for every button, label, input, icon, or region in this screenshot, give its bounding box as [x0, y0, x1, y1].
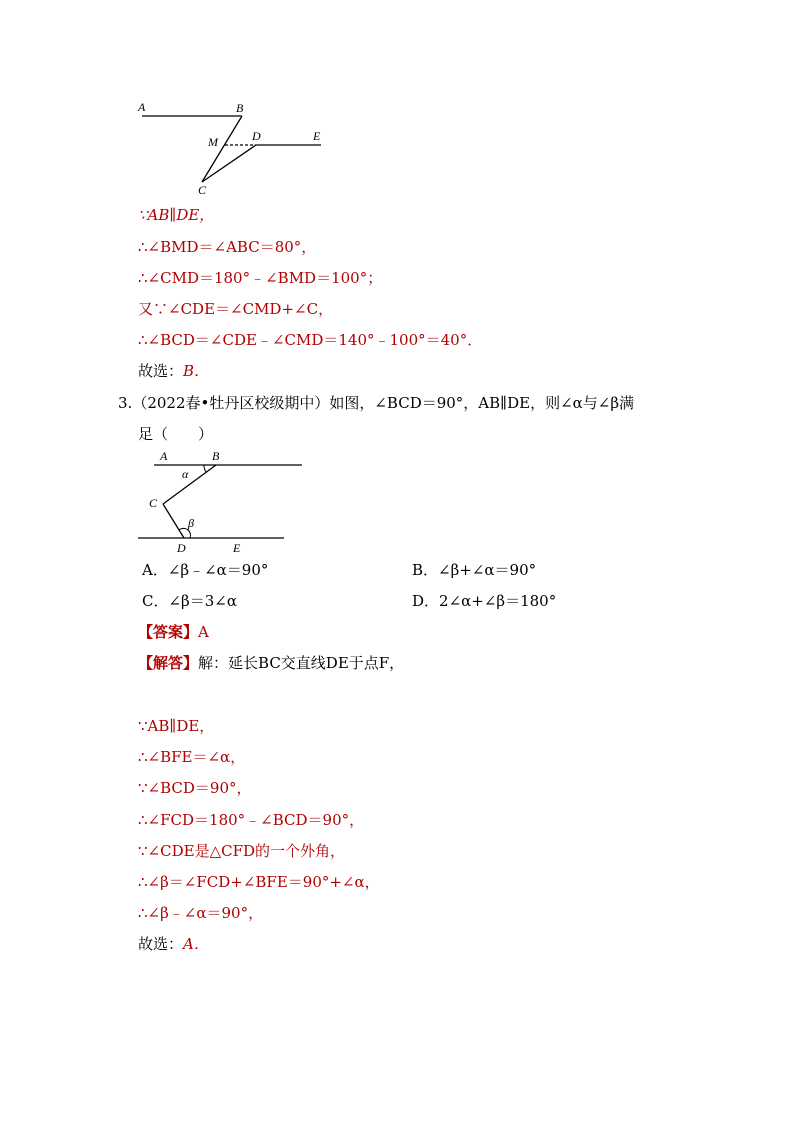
- analysis-choice: [138, 934, 209, 954]
- analysis-line-7: ∴∠β﹣∠α＝90°，: [138, 904, 264, 922]
- solution1-line-2: ∴∠BMD＝∠ABC＝80°，: [138, 238, 317, 256]
- option-b: B．∠β+∠α＝90°: [412, 561, 537, 579]
- solution1-line-1: ∵AB∥DE，: [138, 206, 215, 224]
- answer-line: [138, 622, 209, 642]
- figure-1: [130, 96, 330, 200]
- analysis-intro: 解：延长BC交直线DE于点F，: [198, 654, 405, 672]
- question-3-stem-2: 足（ ）: [138, 425, 214, 443]
- fig2-label-b: B: [212, 449, 220, 463]
- analysis-line-2: ∴∠BFE＝∠α，: [138, 748, 246, 766]
- analysis-label: 【解答】: [138, 654, 199, 672]
- fig2-label-c: C: [149, 496, 158, 510]
- solution1-line-5: ∴∠BCD＝∠CDE﹣∠CMD＝140°﹣100°＝40°．: [138, 331, 483, 349]
- answer-value: A: [198, 623, 209, 641]
- fig1-label-c: C: [198, 183, 207, 197]
- question-text: 如图，∠BCD＝90°，AB∥DE，则∠α与∠β满: [329, 394, 635, 412]
- question-3-stem: [118, 393, 634, 413]
- option-d: D．2∠α+∠β＝180°: [412, 592, 557, 610]
- analysis-intro-line: [138, 653, 404, 673]
- answer-label: 【答案】: [138, 623, 199, 641]
- figure-2: [130, 446, 310, 558]
- analysis-line-6: ∴∠β＝∠FCD+∠BFE＝90°+∠α，: [138, 873, 380, 891]
- fig2-label-e: E: [233, 541, 241, 555]
- fig1-label-a: A: [138, 100, 146, 114]
- fig2-label-alpha: α: [182, 467, 189, 481]
- option-a: A．∠β﹣∠α＝90°: [142, 561, 269, 579]
- analysis-choice-answer: A．: [183, 935, 209, 953]
- choice-answer: B．: [183, 362, 210, 380]
- choice-prefix: 故选：: [138, 362, 184, 380]
- analysis-line-5: ∵∠CDE是△CFD的一个外角，: [138, 842, 346, 860]
- solution1-line-4: 又∵∠CDE＝∠CMD+∠C，: [138, 300, 334, 318]
- analysis-line-1: ∵AB∥DE，: [138, 717, 215, 735]
- fig2-label-d: D: [177, 541, 186, 555]
- fig1-label-e: E: [313, 129, 321, 143]
- fig1-label-d: D: [252, 129, 261, 143]
- option-c: C．∠β＝3∠α: [142, 592, 237, 610]
- fig1-label-m: M: [208, 135, 218, 149]
- fig1-label-b: B: [236, 101, 244, 115]
- analysis-choice-prefix: 故选：: [138, 935, 184, 953]
- question-number: 3.: [118, 394, 133, 412]
- fig2-label-beta: β: [188, 516, 194, 530]
- analysis-line-4: ∴∠FCD＝180°﹣∠BCD＝90°，: [138, 811, 365, 829]
- question-source: （2022春•牡丹区校级期中）: [132, 394, 330, 412]
- solution1-choice: [138, 361, 209, 381]
- fig2-label-a: A: [160, 449, 168, 463]
- analysis-line-3: ∵∠BCD＝90°，: [138, 779, 252, 797]
- solution1-line-3: ∴∠CMD＝180°﹣∠BMD＝100°；: [138, 269, 383, 287]
